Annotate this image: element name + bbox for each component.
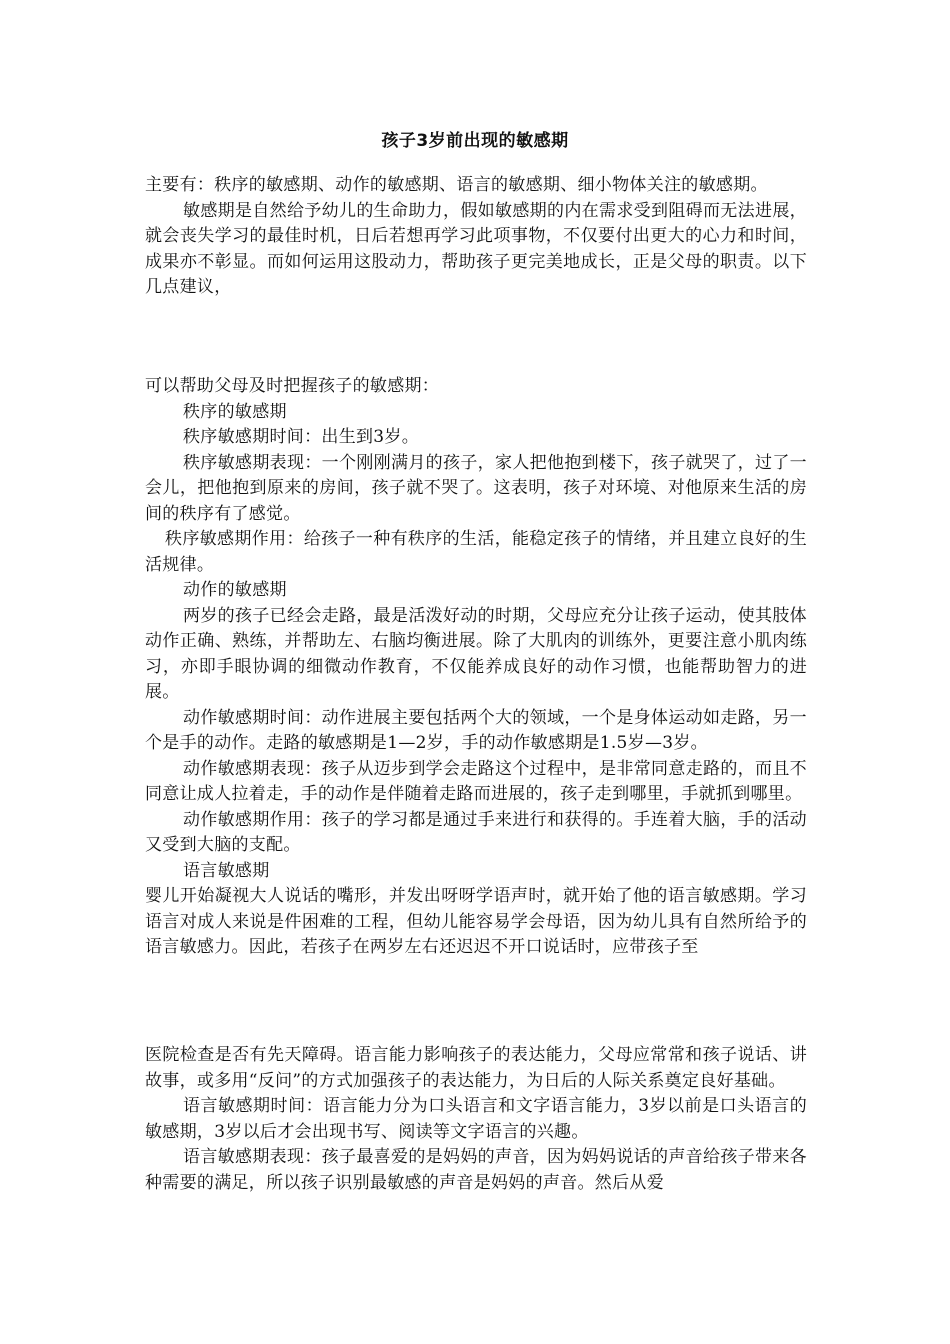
subheading-movement: 动作的敏感期 [183,580,287,600]
paragraph: 医院检查是否有先天障碍。语言能力影响孩子的表达能力，父母应常常和孩子说话、讲故事，或多用“反问”的方式加强孩子的表达能力，为日后的人际关系奠定良好基础。 [145,1045,807,1091]
paragraph: 婴儿开始凝视大人说话的嘴形，并发出呀呀学语声时，就开始了他的语言敏感期。学习语言对成人来说是件困难的工程，但幼儿能容易学会母语，因为幼儿具有自然所给予的语言敏感力。因此，若孩子在两岁左右还迟迟不开口说话时，应带孩子至 [145,886,807,957]
section-intro [145,173,807,301]
paragraph: 动作敏感期表现：孩子从迈步到学会走路这个过程中，是非常同意走路的，而且不同意让成人拉着走，手的动作是伴随着走路而进展的，孩子走到哪里，手就抓到哪里。 [145,758,807,804]
paragraph: 语言敏感期表现：孩子最喜爱的是妈妈的声音，因为妈妈说话的声音给孩子带来各种需要的满足，所以孩子识别最敏感的声音是妈妈的声音。然后从爱 [145,1147,807,1193]
subheading-order: 秩序的敏感期 [183,401,287,422]
paragraph: 秩序敏感期作用：给孩子一种有秩序的生活，能稳定孩子的情绪，并且建立良好的生活规律。 [145,529,807,575]
subheading-language: 语言敏感期 [183,860,270,881]
paragraph: 两岁的孩子已经会走路，最是活泼好动的时期，父母应充分让孩子运动，使其肢体动作正确、熟练，并帮助左、右脑均衡进展。除了大肌肉的训练外，更要注意小肌肉练习，亦即手眼协调的细微动作教育，不仅能养成良好的动作习惯，也能帮助智力的进展。 [145,605,807,702]
paragraph: 敏感期是自然给予幼儿的生命助力，假如敏感期的内在需求受到阻碍而无法进展，就会丧失学习的最佳时机，日后若想再学习此项事物，不仅要付出更大的心力和时间，成果亦不彰显。而如何运用这股动力，帮助孩子更完美地成长，正是父母的职责。以下几点建议， [145,200,807,297]
paragraph: 语言敏感期时间：语言能力分为口头语言和文字语言能力，3岁以前是口头语言的敏感期，3岁以后才会出现书写、阅读等文字语言的兴趣。 [145,1096,807,1142]
paragraph: 动作敏感期时间：动作进展主要包括两个大的领域，一个是身体运动如走路，另一个是手的动作。走路的敏感期是1—2岁，手的动作敏感期是1.5岁—3岁。 [145,707,807,753]
document-title: 孩子3岁前出现的敏感期 [381,131,569,151]
paragraph: 主要有：秩序的敏感期、动作的敏感期、语言的敏感期、细小物体关注的敏感期。 [145,175,768,195]
paragraph: 秩序敏感期表现：一个刚刚满月的孩子，家人把他抱到楼下，孩子就哭了，过了一会儿，把他抱到原来的房间，孩子就不哭了。这表明，孩子对环境、对他原来生活的房间的秩序有了感觉。 [145,452,807,524]
paragraph: 可以帮助父母及时把握孩子的敏感期： [145,376,440,396]
paragraph: 秩序敏感期时间：出生到3岁。 [183,427,420,447]
section-main [145,374,807,961]
paragraph: 动作敏感期作用：孩子的学习都是通过手来进行和获得的。手连着大脑，手的活动又受到大脑的支配。 [145,809,807,855]
section-continued [145,1043,807,1196]
